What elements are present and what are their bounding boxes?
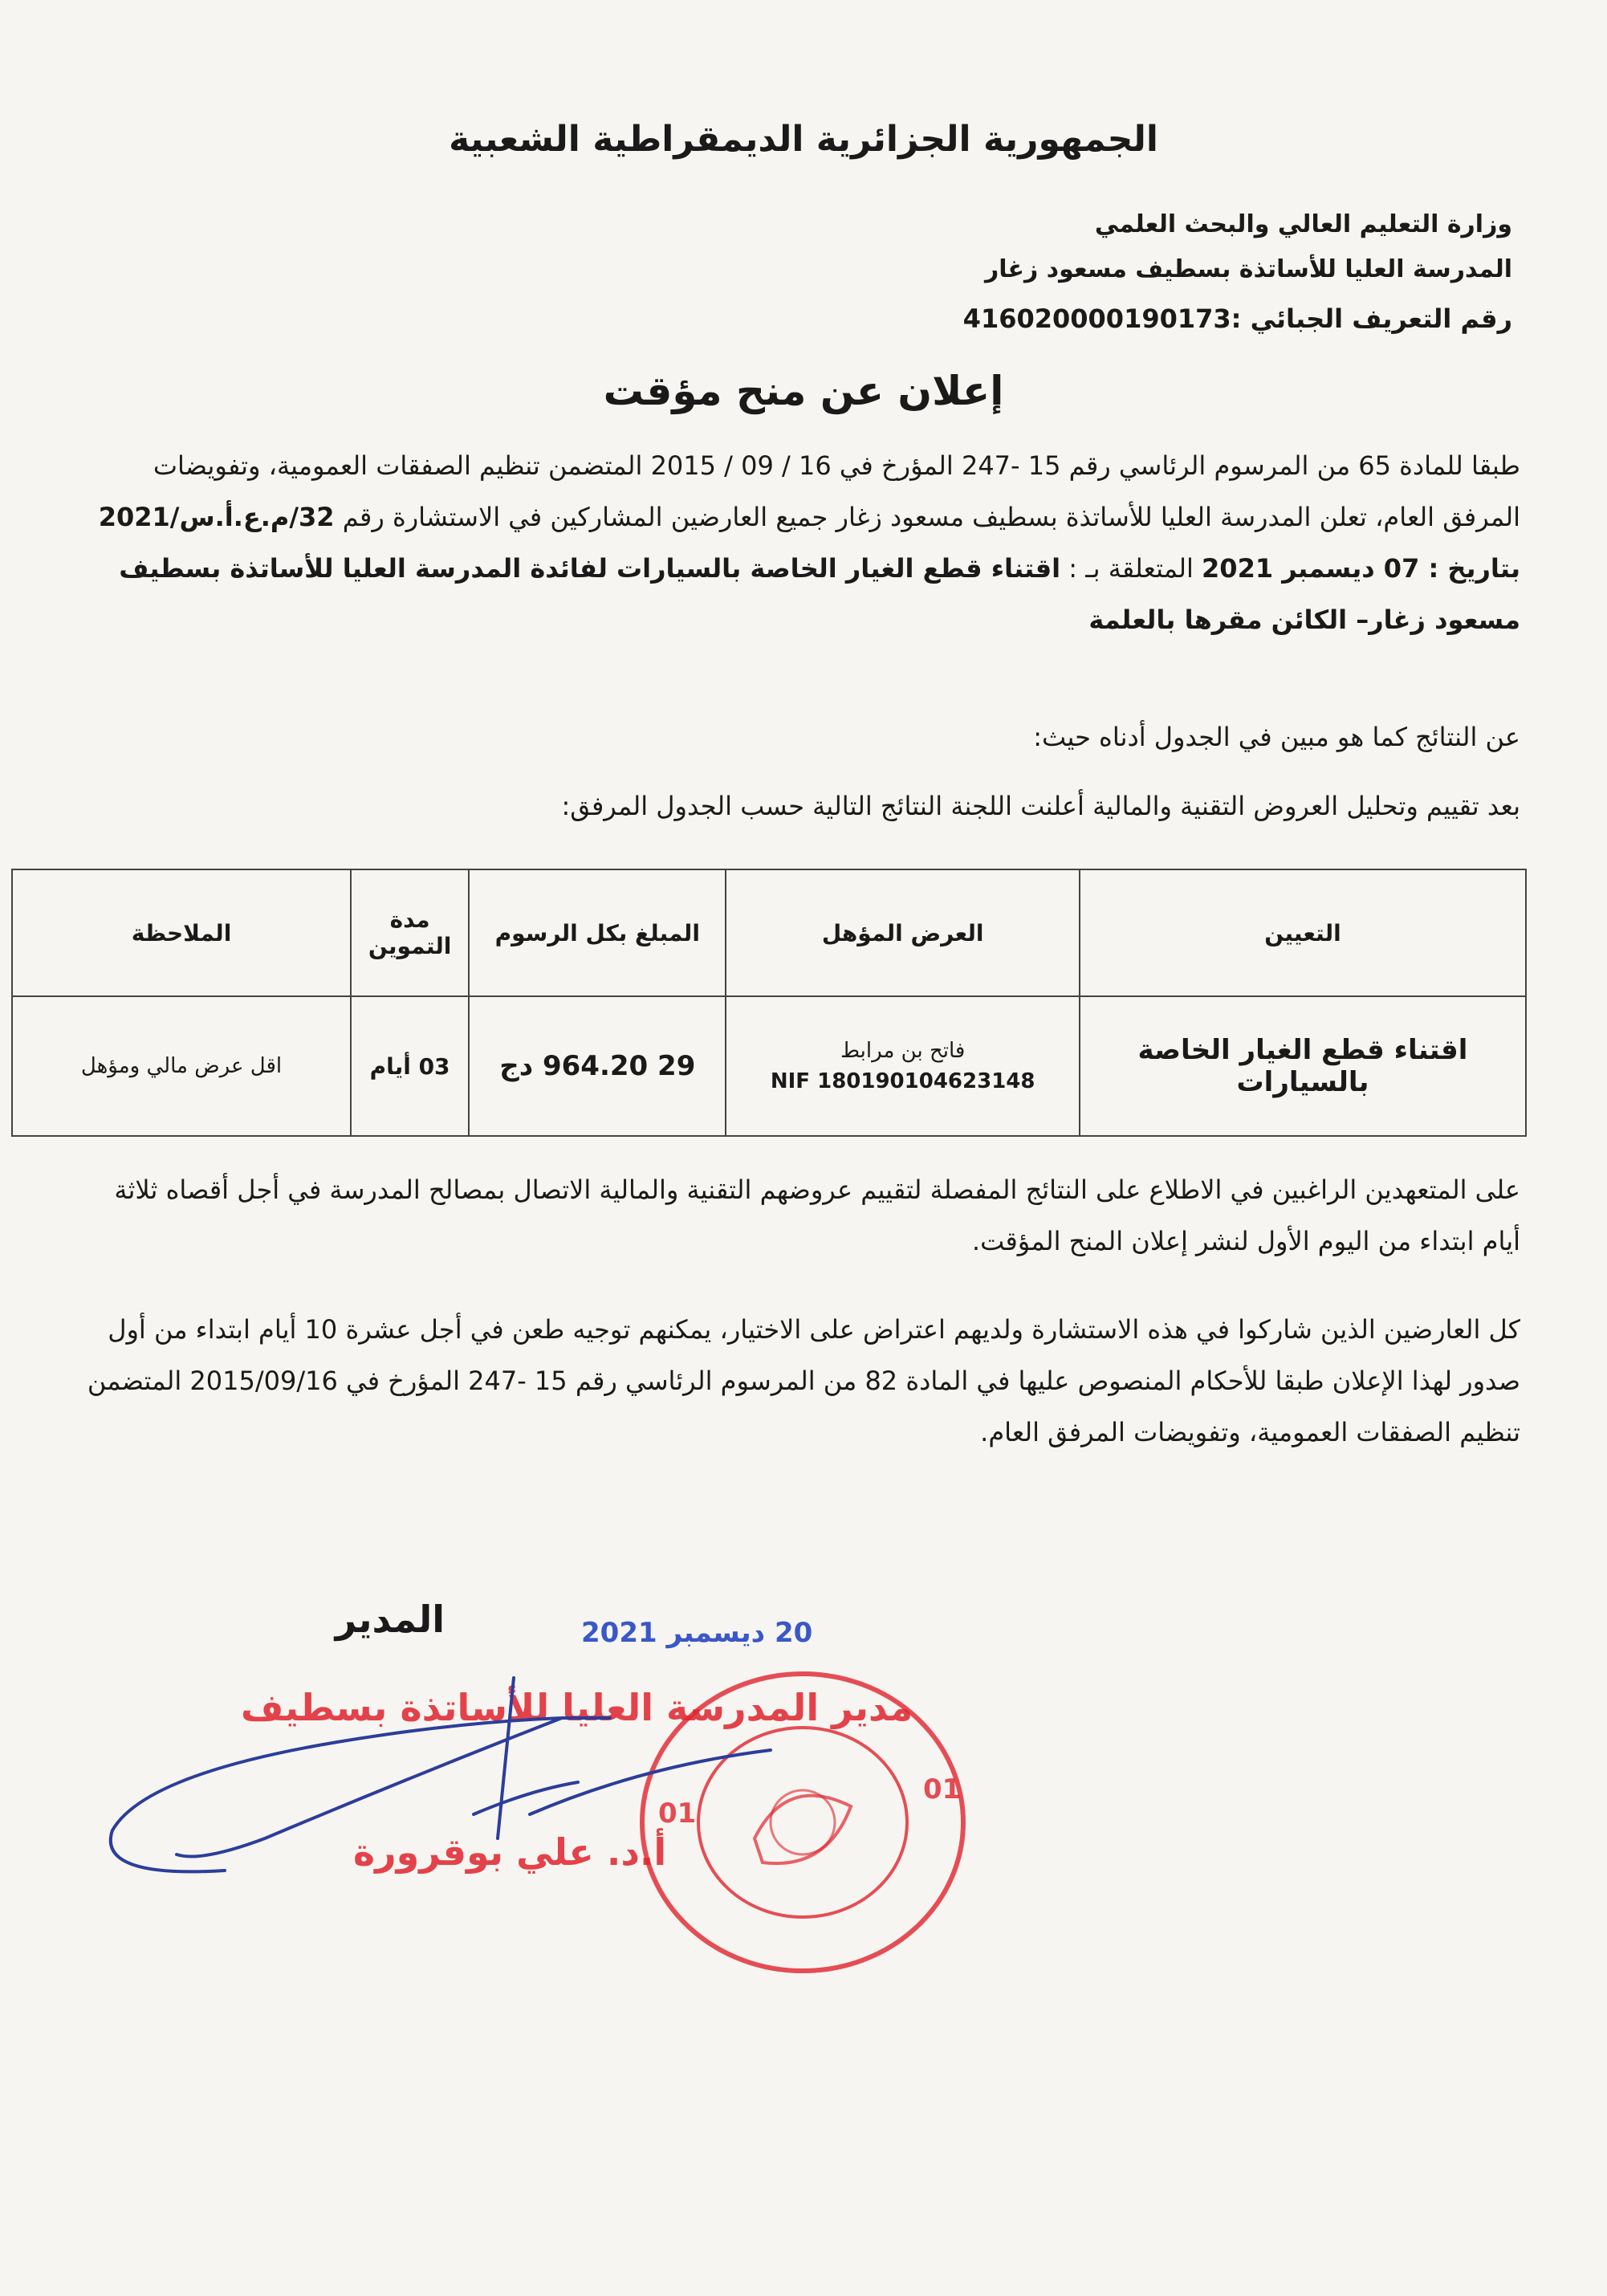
header-amount: المبلغ بكل الرسوم xyxy=(469,869,726,996)
evaluation-text: بعد تقييم وتحليل العروض التقنية والمالية أعلنت اللجنة النتائج التالية حسب الجدول المرفق: xyxy=(561,791,1520,821)
table-row xyxy=(12,996,1526,1136)
consultation-ref: 32/م.ع.أ.س/2021 بتاريخ : 07 ديسمبر 2021 xyxy=(98,502,1520,584)
country-heading: الجمهورية الجزائرية الديمقراطية الشعبية xyxy=(449,119,1158,160)
appeal-notice: كل العارضين الذين شاركوا في هذه الاستشارة ولديهم اعتراض على الاختيار، يمكنهم توجيه طعن في أجل عشرة 10 أيام ابتداء من أول صدور لهذا الإعلان طبقا للأحكام المنصوص عليها في المادة 82 من المرسوم الرئاسي رقم 15 -247 المؤرخ في 2015/09/16 المتضمن تنظيم الصفقات العمومية، وتفويضات المرفق العام. xyxy=(87,1314,1520,1447)
svg-text:01: 01 xyxy=(658,1797,697,1830)
table-header-row xyxy=(12,869,1526,996)
tax-id: رقم التعريف الجبائي :416020000190173 xyxy=(962,303,1512,334)
handwritten-signature xyxy=(80,1654,803,1927)
results-table xyxy=(11,869,1527,1137)
results-intro: عن النتائج كما هو مبين في الجدول أدناه حيث: xyxy=(1033,722,1520,752)
date-stamp: 20 ديسمبر 2021 xyxy=(581,1617,813,1649)
school-name: المدرسة العليا للأساتذة بسطيف مسعود زغار xyxy=(984,255,1512,283)
director-label: المدير xyxy=(335,1598,445,1641)
offer-name: فاتح بن مرابط xyxy=(840,1039,966,1063)
offer-nif: NIF 180190104623148 xyxy=(770,1069,1035,1093)
header-note: الملاحظة xyxy=(12,869,351,996)
svg-text:01: 01 xyxy=(923,1773,962,1805)
cell-note: اقل عرض مالي ومؤهل xyxy=(12,996,351,1136)
intro-paragraph xyxy=(83,440,1520,645)
stamp-name: أ.د. علي بوقرورة xyxy=(353,1830,667,1874)
cell-duration: 03 أيام xyxy=(351,996,469,1136)
consultation-notice: على المتعهدين الراغبين في الاطلاع على النتائج المفصلة لتقييم عروضهم التقنية والمالية الاتصال بمصالح المدرسة في أجل أقصاه ثلاثة أيام ابتداء من اليوم الأول لنشر إعلان المنح المؤقت. xyxy=(114,1174,1520,1256)
stamp-title: مدير المدرسة العليا للأساتذة بسطيف xyxy=(241,1686,913,1729)
subject-text: اقتناء قطع الغيار الخاصة بالسيارات لفائدة المدرسة العليا للأساتذة بسطيف مسعود زغار– الكائن مقرها بالعلمة xyxy=(119,553,1520,635)
header-offer: العرض المؤهل xyxy=(726,869,1080,996)
page-title: إعلان عن منح مؤقت xyxy=(603,368,1004,414)
cell-offer xyxy=(726,996,1080,1136)
cell-amount: 29 964.20 دج xyxy=(469,996,726,1136)
related-label: المتعلقة بـ : xyxy=(1068,553,1194,584)
ministry-name: وزارة التعليم العالي والبحث العلمي xyxy=(1094,210,1512,238)
header-designation: التعيين xyxy=(1080,869,1526,996)
header-duration: مدة التموين xyxy=(351,869,469,996)
intro-text: طبقا للمادة 65 من المرسوم الرئاسي رقم 15 -247 المؤرخ في 16 / 09 / 2015 المتضمن تنظيم الصفقات العمومية، وتفويضات المرفق العام، تعلن المدرسة العليا للأساتذة بسطيف مسعود زغار جميع العارضين المشاركين في الاستشارة رقم xyxy=(153,450,1520,532)
cell-designation: اقتناء قطع الغيار الخاصة بالسيارات xyxy=(1080,996,1526,1136)
